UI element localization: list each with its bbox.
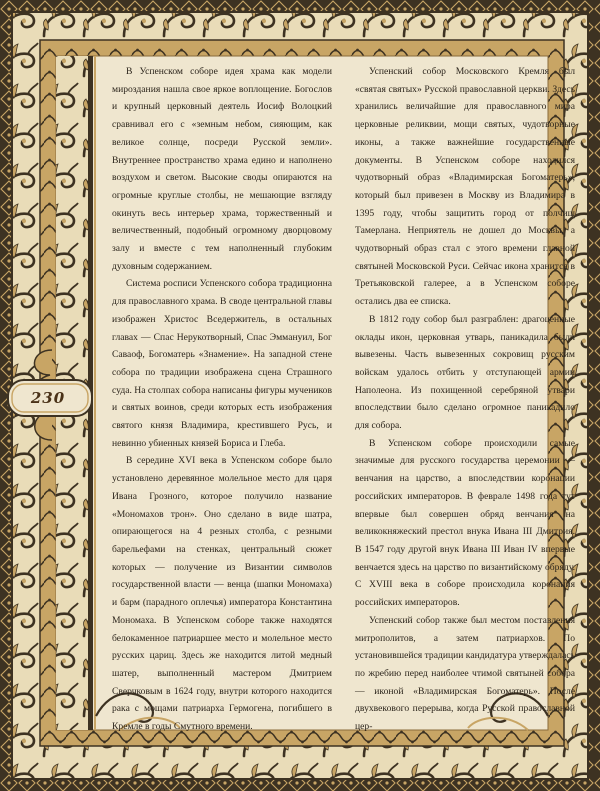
- right-column: [355, 63, 575, 736]
- left-column: [112, 63, 332, 736]
- paragraph: В Успенском соборе идея храма как модели мироздания нашла свое яркое воплощение. Богослов и крупный церковный деятель Иосиф Волоцкий сравнивал его с «земным небом, сияющим, как великое солнце, посреди Русской земли». Внутреннее пространство храма едино и наполнено воздухом и светом. Высокие своды опираются на огромные круглые столбы, не мешающие взгляду окинуть весь интерьер храма, торжественный и величественный, подобный огромному дворцовому залу и вместе с тем наполненный глубоким духовным содержанием.: [112, 66, 332, 272]
- paragraph: Система росписи Успенского собора традиционна для православного храма. В своде центральной главы изображен Христос Вседержитель, в остальных главах — Спас Нерукотворный, Спас Эммануил, Бог Саваоф, Богоматерь «Знамение». На западной стене собора по традиции изображена сцена Страшного суда. На столпах собора написаны фигуры мучеников и святых воинов, среди которых есть изображения святого князя Владимира, крестившего Русь, и невинно убиенных князей Бориса и Глеба.: [112, 278, 332, 449]
- page-number-cartouche: [6, 380, 90, 416]
- paragraph: Успенский собор Московского Кремля был «святая святых» Русской православной церкви. Здесь хранились величайшие для православного мира церковные реликвии, мощи святых, чудотворные иконы, а также важнейшие государственные документы. В Успенском соборе находился чудотворный образ «Владимирская Богоматерь», который был привезен в Москву из Владимира в 1395 году, чтобы защитить город от полчищ Тамерлана. Неприятель не дошел до Москвы, а чудотворный образ стал с этого времени главной святыней Московской Руси. Сейчас икона хранится в Третьяковской галерее, а в Успенском соборе остались два ее списка.: [355, 66, 575, 308]
- paragraph: Успенский собор также был местом поставления митрополитов, а затем патриархов. По установившейся традиции кандидатура утверждалась по жребию перед наиболее чтимой святыней собора — иконой «Владимирская Богоматерь». После двухвекового перерыва, когда Русской православной цер-: [355, 614, 575, 733]
- text-body: [112, 63, 575, 733]
- page-number: 230: [30, 389, 66, 407]
- paragraph: В 1812 году собор был разграблен: драгоценные оклады икон, церковная утварь, паникадила были вывезены. Часть вывезенных сокровищ русским войскам удалось отбить у отступающей армии Наполеона. Из похищенной серебряной утвари впоследствии было сделано огромное паникадило для собора.: [355, 313, 575, 432]
- paragraph: В Успенском соборе происходили самые значимые для русского государства церемонии — венчания на царство, а впоследствии коронации российских императоров. В феврале 1498 года тут впервые был совершен обряд венчания на великокняжеский престол внука Ивана III Дмитрия. В 1547 году другой внук Ивана III Иван IV впервые венчается здесь на царство по византийскому обряду. С XVIII века в соборе происходила коронация российских императоров.: [355, 437, 575, 609]
- paragraph: В середине XVI века в Успенском соборе было установлено деревянное молельное место для царя Ивана Грозного, которое получило название «Мономахов трон». Оно сделано в виде шатра, опирающегося на 4 резных столба, с резными барельефами на стенках, центральный сюжет которых — получение из Византии символов государственной власти — венца (шапки Мономаха) и барм (парадного оплечья) императора Константина Мономаха. В Успенском соборе также находятся белокаменное патриаршее место и молельное место русских цариц. Здесь же находится литой медный шатер, выполненный мастером Дмитрием Сверчковым в 1624 году, внутри которого находится рака с мощами патриарха Гермогена, погибшего в Кремле в годы Смутного времени.: [112, 455, 332, 733]
